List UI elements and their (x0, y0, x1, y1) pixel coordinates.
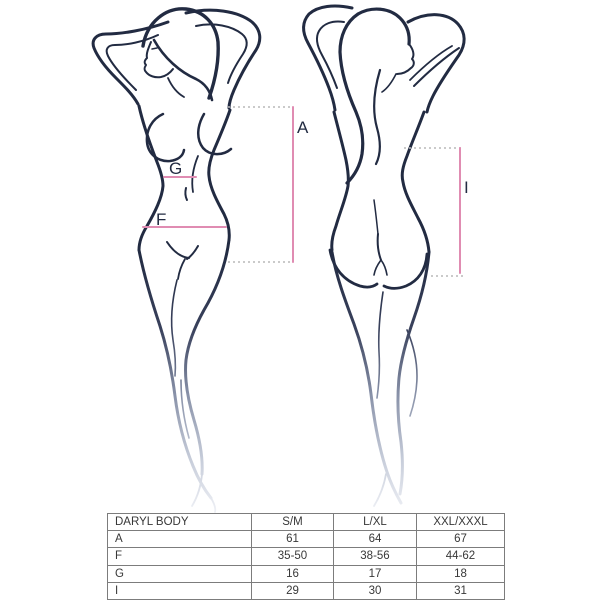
table-row-g (108, 565, 505, 582)
table-row-a (108, 531, 505, 548)
back-torso-left-edge (332, 112, 349, 250)
measure-f-label: F (156, 210, 167, 229)
front-inner-thigh (172, 280, 177, 376)
back-left-buttock (330, 250, 377, 287)
measure-g-label: G (169, 159, 183, 178)
value-i-lxl: 30 (334, 582, 417, 599)
measure-i-label: I (464, 178, 469, 197)
value-i-sm: 29 (252, 582, 334, 599)
row-label-f: F (108, 548, 252, 565)
back-inner-thigh (377, 292, 383, 398)
back-nape (382, 74, 396, 92)
value-a-xxl: 67 (417, 531, 505, 548)
back-spine-line (374, 200, 378, 234)
value-a-lxl: 64 (334, 531, 417, 548)
front-right-arm-inner (196, 24, 247, 83)
value-f-xxl: 44-62 (417, 548, 505, 565)
back-hair-mass (340, 14, 363, 183)
value-i-xxl: 31 (417, 582, 505, 599)
front-eye (152, 48, 157, 49)
front-neck (168, 78, 184, 97)
back-hair-inner (374, 70, 380, 164)
table-header-row (108, 514, 505, 531)
value-f-lxl: 38-56 (334, 548, 417, 565)
value-f-sm: 35-50 (252, 548, 334, 565)
back-buttock-crease-left (374, 260, 381, 275)
front-left-breast (147, 114, 184, 161)
table-header-size-xxl: XXL/XXXL (417, 514, 505, 531)
front-crotch-line-left (167, 242, 189, 258)
row-label-a: A (108, 531, 252, 548)
row-label-i: I (108, 582, 252, 599)
back-face-profile (397, 44, 414, 74)
front-navel (185, 188, 187, 200)
size-table (107, 513, 504, 600)
back-right-arm-outer (408, 15, 464, 112)
front-hair-lock (154, 40, 212, 100)
back-torso-right-edge (402, 112, 429, 252)
front-torso-right-edge (209, 110, 230, 240)
table-row-f (108, 548, 505, 565)
front-hair-outline (143, 9, 218, 98)
size-table-grid (107, 513, 505, 600)
back-head-outline (358, 9, 409, 44)
front-left-arm-outer (93, 22, 168, 104)
front-foot-right (192, 474, 202, 506)
back-left-leg (332, 252, 401, 503)
front-figure-illustration (93, 9, 260, 512)
front-crotch-line-right (187, 246, 198, 259)
front-right-leg (185, 240, 229, 474)
back-right-buttock (384, 254, 427, 288)
value-a-sm: 61 (252, 531, 334, 548)
back-buttock-crease (378, 234, 381, 260)
table-header-size-sm: S/M (252, 514, 334, 531)
front-foot-left (211, 498, 215, 512)
row-label-g: G (108, 565, 252, 582)
measurement-marks (143, 107, 469, 276)
value-g-lxl: 17 (334, 565, 417, 582)
table-header-product: DARYL BODY (108, 514, 252, 531)
table-header-size-lxl: L/XL (334, 514, 417, 531)
value-g-sm: 16 (252, 565, 334, 582)
front-crotch-line-center (178, 259, 185, 279)
back-figure-illustration (304, 6, 465, 506)
value-g-xxl: 18 (417, 565, 505, 582)
measure-a-label: A (297, 118, 309, 137)
back-foot-line (374, 474, 386, 506)
back-buttock-crease-right (381, 260, 387, 275)
back-calf-line (407, 330, 417, 416)
front-waist-line (192, 156, 198, 192)
table-row-i (108, 582, 505, 599)
